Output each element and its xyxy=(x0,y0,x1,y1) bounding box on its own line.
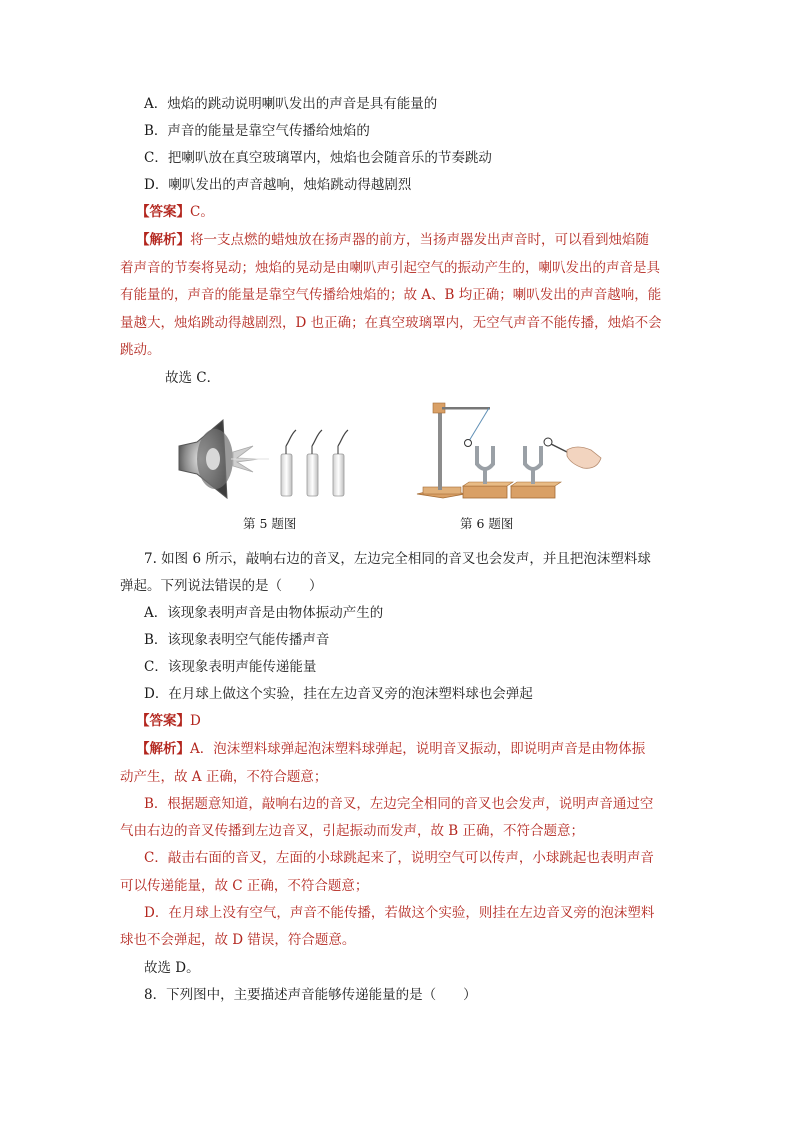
q7-analysis-line-7: D．在月球上没有空气，声音不能传播，若做这个实验，则挂在左边音叉旁的泡沫塑料 xyxy=(144,905,655,921)
q7-answer-tag: 【答案】 xyxy=(136,713,190,729)
q7-analysis-line-5: C．敲击右面的音叉，左面的小球跳起来了，说明空气可以传声，小球跳起也表明声音 xyxy=(144,850,654,866)
tuning-forks-illustration xyxy=(415,398,605,506)
q6-answer-tag: 【答案】 xyxy=(136,204,190,220)
q6-analysis-line-2: 着声音的节奏将晃动；烛焰的晃动是由喇叭声引起空气的振动产生的，喇叭发出的声音是具 xyxy=(120,260,660,276)
figure-6-tuning-forks xyxy=(415,398,605,510)
q7-option-b: B．该现象表明空气能传播声音 xyxy=(144,632,330,648)
q6-option-d: D．喇叭发出的声音越响，烛焰跳动得越剧烈 xyxy=(144,177,412,193)
q7-option-d: D．在月球上做这个实验，挂在左边音叉旁的泡沫塑料球也会弹起 xyxy=(144,686,533,702)
q6-option-b: B．声音的能量是靠空气传播给烛焰的 xyxy=(144,123,370,139)
q7-analysis-line-4: 气由右边的音叉传播到左边音叉，引起振动而发声，故 B 正确，不符合题意； xyxy=(120,823,585,839)
speaker-candles-illustration xyxy=(175,412,365,504)
q6-answer-value: C。 xyxy=(190,204,214,220)
q6-analysis-line-3: 有能量的，声音的能量是靠空气传播给烛焰的；故 A、B 均正确；喇叭发出的声音越响，能 xyxy=(120,287,662,303)
q7-answer-value: D xyxy=(190,713,201,729)
q7-analysis-line-2: 动产生，故 A 正确，不符合题意； xyxy=(120,769,328,785)
q6-analysis-line-4: 量越大，烛焰跳动得越剧烈，D 也正确；在真空玻璃罩内，无空气声音不能传播，烛焰不会 xyxy=(120,315,662,331)
q6-option-a: A．烛焰的跳动说明喇叭发出的声音是具有能量的 xyxy=(144,96,438,112)
q7-option-c: C．该现象表明声能传递能量 xyxy=(144,659,317,675)
q7-analysis-line-6: 可以传递能量，故 C 正确，不符合题意； xyxy=(120,878,369,894)
q7-answer xyxy=(136,711,201,731)
q8-stem: 8．下列图中，主要描述声音能够传递能量的是（ ） xyxy=(144,987,477,1003)
q6-option-c: C．把喇叭放在真空玻璃罩内，烛焰也会随音乐的节奏跳动 xyxy=(144,150,492,166)
q7-analysis-line-8: 球也不会弹起，故 D 错误，符合题意。 xyxy=(120,932,356,948)
q7-analysis-line-3: B．根据题意知道，敲响右边的音叉，左边完全相同的音叉也会发声，说明声音通过空 xyxy=(144,796,654,812)
q7-stem-line-1: 7. 如图 6 所示，敲响右边的音叉，左边完全相同的音叉也会发声，并且把泡沫塑料球 xyxy=(144,551,651,567)
q6-answer xyxy=(136,202,214,222)
q6-analysis-tag: 【解析】 xyxy=(136,232,190,248)
q7-analysis-tag: 【解析】 xyxy=(136,741,190,757)
q6-analysis-line-1 xyxy=(136,230,649,250)
q7-analysis-line-1 xyxy=(136,739,645,759)
figure-6-caption: 第 6 题图 xyxy=(460,516,514,531)
q6-analysis-text-1: 将一支点燃的蜡烛放在扬声器的前方，当扬声器发出声音时，可以看到烛焰随 xyxy=(190,232,649,248)
q7-conclusion: 故选 D。 xyxy=(144,960,200,976)
q7-option-a: A．该现象表明声音是由物体振动产生的 xyxy=(144,605,384,621)
q6-conclusion: 故选 C． xyxy=(165,370,221,386)
q6-analysis-line-5: 跳动。 xyxy=(120,342,161,358)
figure-5-speaker-candles xyxy=(175,412,365,508)
q7-stem-line-2: 弹起。下列说法错误的是（ ） xyxy=(120,578,323,594)
q7-analysis-text-1: A．泡沫塑料球弹起泡沫塑料球弹起，说明音叉振动，即说明声音是由物体振 xyxy=(190,741,646,757)
figure-5-caption: 第 5 题图 xyxy=(243,516,297,531)
